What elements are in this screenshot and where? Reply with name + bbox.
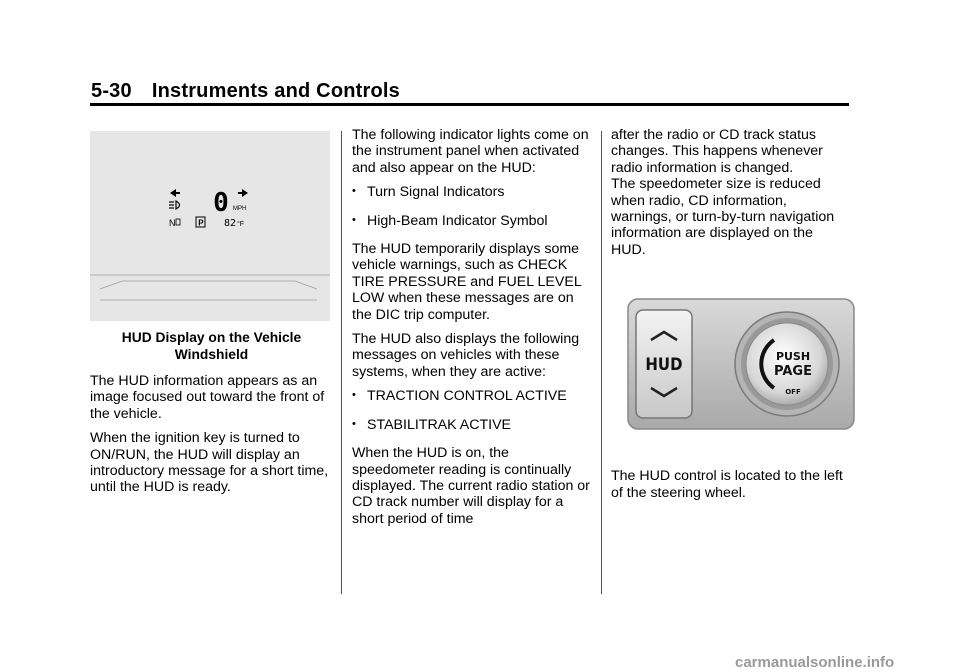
column-2 (352, 127, 592, 527)
header-rule (90, 103, 849, 106)
paragraph: after the radio or CD track status changes. This happens whenever radio information is changed. (611, 127, 823, 176)
speed-digit: 0 (213, 188, 229, 218)
bullet-icon: • (352, 389, 356, 402)
hud-display-image (90, 131, 330, 321)
column-divider (601, 131, 602, 594)
hud-rocker-label: HUD (645, 354, 683, 375)
bullet-icon: • (352, 417, 356, 430)
bullet-item: • Turn Signal Indicators (352, 184, 505, 201)
column-divider (341, 131, 342, 594)
off-label: OFF (785, 388, 801, 397)
hud-brightness-rocker (636, 310, 692, 418)
column-3 (611, 127, 849, 501)
temperature-unit: °F (237, 221, 245, 228)
paragraph: The HUD temporarily displays some vehicle warnings, such as CHECK TIRE PRESSURE and FUEL LEVEL LOW when these messages are on the DIC trip computer. (352, 241, 582, 323)
push-page-knob (735, 312, 839, 416)
hud-control-image (627, 298, 855, 430)
paragraph: The speedometer size is reduced when radio, CD information, warnings, or turn-by-turn navigation information are displayed on the HUD. (611, 176, 835, 258)
paragraph: When the HUD is on, the speedometer reading is continually displayed. The current radio station or CD track number will display for a short period of time (352, 445, 590, 527)
section-title: Instruments and Controls (151, 80, 400, 102)
speed-unit: MPH (233, 206, 247, 212)
bullet-icon: • (352, 213, 356, 226)
push-label: PUSH (775, 350, 811, 364)
temperature-value: 82 (224, 218, 237, 229)
page-number: 5-30 (91, 80, 132, 102)
paragraph: The HUD also displays the following messages on vehicles with these systems, when they are active: (352, 331, 580, 380)
page-header (91, 80, 400, 103)
bullet-item: • STABILITRAK ACTIVE (352, 416, 512, 433)
paragraph: The HUD control is located to the left of the steering wheel. (611, 468, 843, 501)
page-label: PAGE (774, 364, 812, 380)
paragraph: The following indicator lights come on the instrument panel when activated and also appear on the HUD: (352, 127, 589, 176)
bullet-item: • TRACTION CONTROL ACTIVE (352, 388, 567, 405)
bullet-icon: • (352, 185, 356, 198)
bullet-item: • High-Beam Indicator Symbol (352, 212, 548, 229)
hud-figure-caption: HUD Display on the Vehicle Windshield (121, 330, 302, 362)
gear-indicator: N (169, 218, 176, 228)
column-1 (90, 127, 333, 496)
watermark-logo: carmanualsonline.info (735, 654, 895, 671)
park-indicator: P (198, 218, 204, 228)
paragraph: The HUD information appears as an image focused out toward the front of the vehicle. (90, 373, 325, 422)
paragraph: When the ignition key is turned to ON/RUN, the HUD will display an introductory message for a short time, until the HUD is ready. (90, 430, 329, 496)
